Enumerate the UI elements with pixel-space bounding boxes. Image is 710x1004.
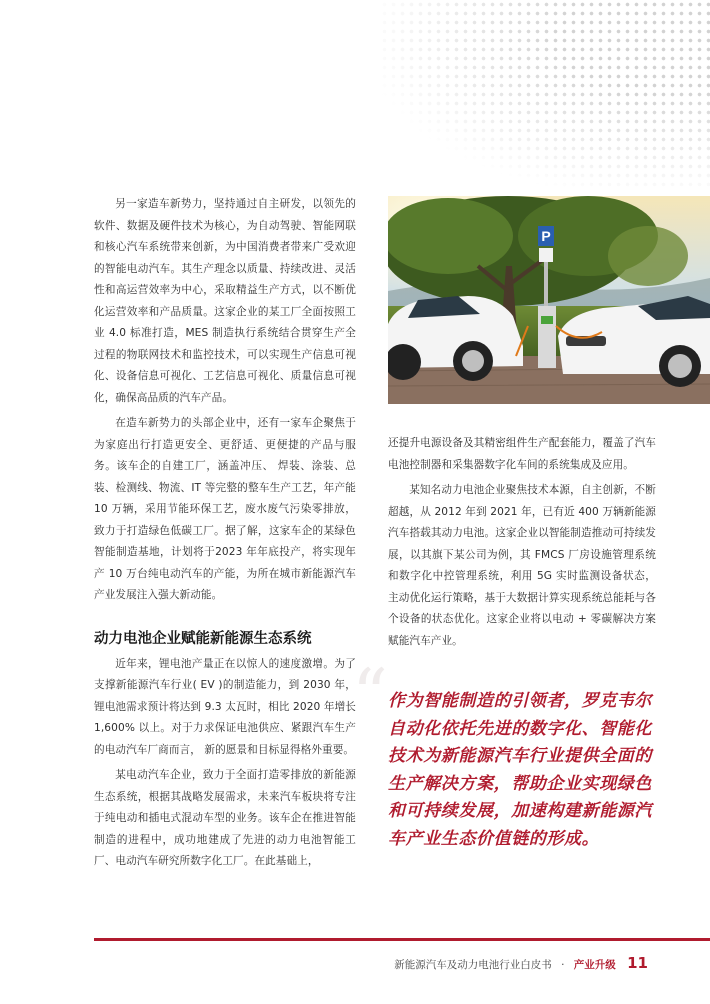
paragraph: 某知名动力电池企业聚焦技术本源，自主创新，不断超越，从 2012 年到 2021 年，已有近 400 万辆新能源汽车搭载其动力电池。这家企业以智能制造推动可持续发展，以其旗下某公司为例，其 FMCS 厂房设施管理系统和数字化中控管理系统，利用 5G 实时监测设备状态，主动优化运行策略，基于大数据计算实现系统总能耗与各个设备的状态优化。这家企业将以电动 + 零碳解决方案赋能汽车产业。 [388, 484, 656, 647]
page-footer [394, 954, 648, 972]
ev-charging-photo [388, 196, 710, 404]
footer-section-name: 产业升级 [573, 959, 616, 971]
paragraph: 在造车新势力的头部企业中，还有一家车企聚焦于为家庭出行打造更安全、更舒适、更便捷的产品与服务。该车企的自建工厂，涵盖冲压、 焊装、涂装、总装、检测线、物流、IT 等完整的整车生产工艺，年产能 10 万辆，采用节能环保工艺，废水废气污染零排放，致力于打造绿色低碳工厂。据了解，这家车企的某绿色智能制造基地，计划将于2023 年年底投产，将实现年产 10 万台纯电动汽车的产能，为所在城市新能源汽车产业发展注入强大新动能。 [94, 417, 356, 601]
section-heading: 动力电池企业赋能新能源生态系统 [94, 630, 312, 647]
paragraph: 某电动汽车企业，致力于全面打造零排放的新能源生态系统，根据其战略发展需求，未来汽车板块将专注于纯电动和插电式混动车型的业务。该车企在推进智能制造的进程中，成功地建成了先进的动力电池智能工厂、电动汽车研究所数字化工厂。在此基础上， [94, 769, 356, 867]
footer-rule [94, 938, 710, 941]
left-column [94, 194, 356, 873]
page-number: 11 [627, 954, 648, 972]
right-column [388, 433, 656, 652]
footer-separator: · [561, 959, 565, 971]
paragraph: 还提升电源设备及其精密组件生产配套能力，覆盖了汽车电池控制器和采集器数字化车间的系统集成及应用。 [388, 437, 656, 471]
pull-quote: 作为智能制造的引领者，罗克韦尔自动化依托先进的数字化、智能化技术为新能源汽车行业提供全面的生产解决方案，帮助企业实现绿色和可持续发展，加速构建新能源汽车产业生态价值链的形成。 [388, 691, 652, 849]
publication-title: 新能源汽车及动力电池行业白皮书 [394, 959, 552, 971]
quote-mark-decoration: “ [352, 654, 388, 736]
parking-sign-letter: P [541, 228, 551, 244]
halftone-decoration [380, 0, 710, 190]
paragraph: 近年来，锂电池产量正在以惊人的速度激增。为了支撑新能源汽车行业( EV )的制造能力，到 2030 年，锂电池需求预计将达到 9.3 太瓦时，相比 2020 年增长 1,600% 以上。对于力求保证电池供应、紧跟汽车生产的电动汽车厂商而言， 新的愿景和目标显得格外重要。 [94, 657, 356, 756]
paragraph: 另一家造车新势力，坚持通过自主研发，以领先的软件、数据及硬件技术为核心，为自动驾驶、智能网联和核心汽车系统带来创新，为中国消费者带来广受欢迎的智能电动汽车。其生产理念以质量、持续改进、灵活性和高运营效率为中心，采取精益生产方式，以不断优化运营效率和产品质量。这家企业的某工厂全面按照工业 4.0 标准打造，MES 制造执行系统结合贯穿生产全过程的物联网技术和监控技术，可以实现生产信息可视化、设备信息可视化、工艺信息可视化、质量信息可视化，确保高品质的汽车产品。 [94, 198, 356, 404]
